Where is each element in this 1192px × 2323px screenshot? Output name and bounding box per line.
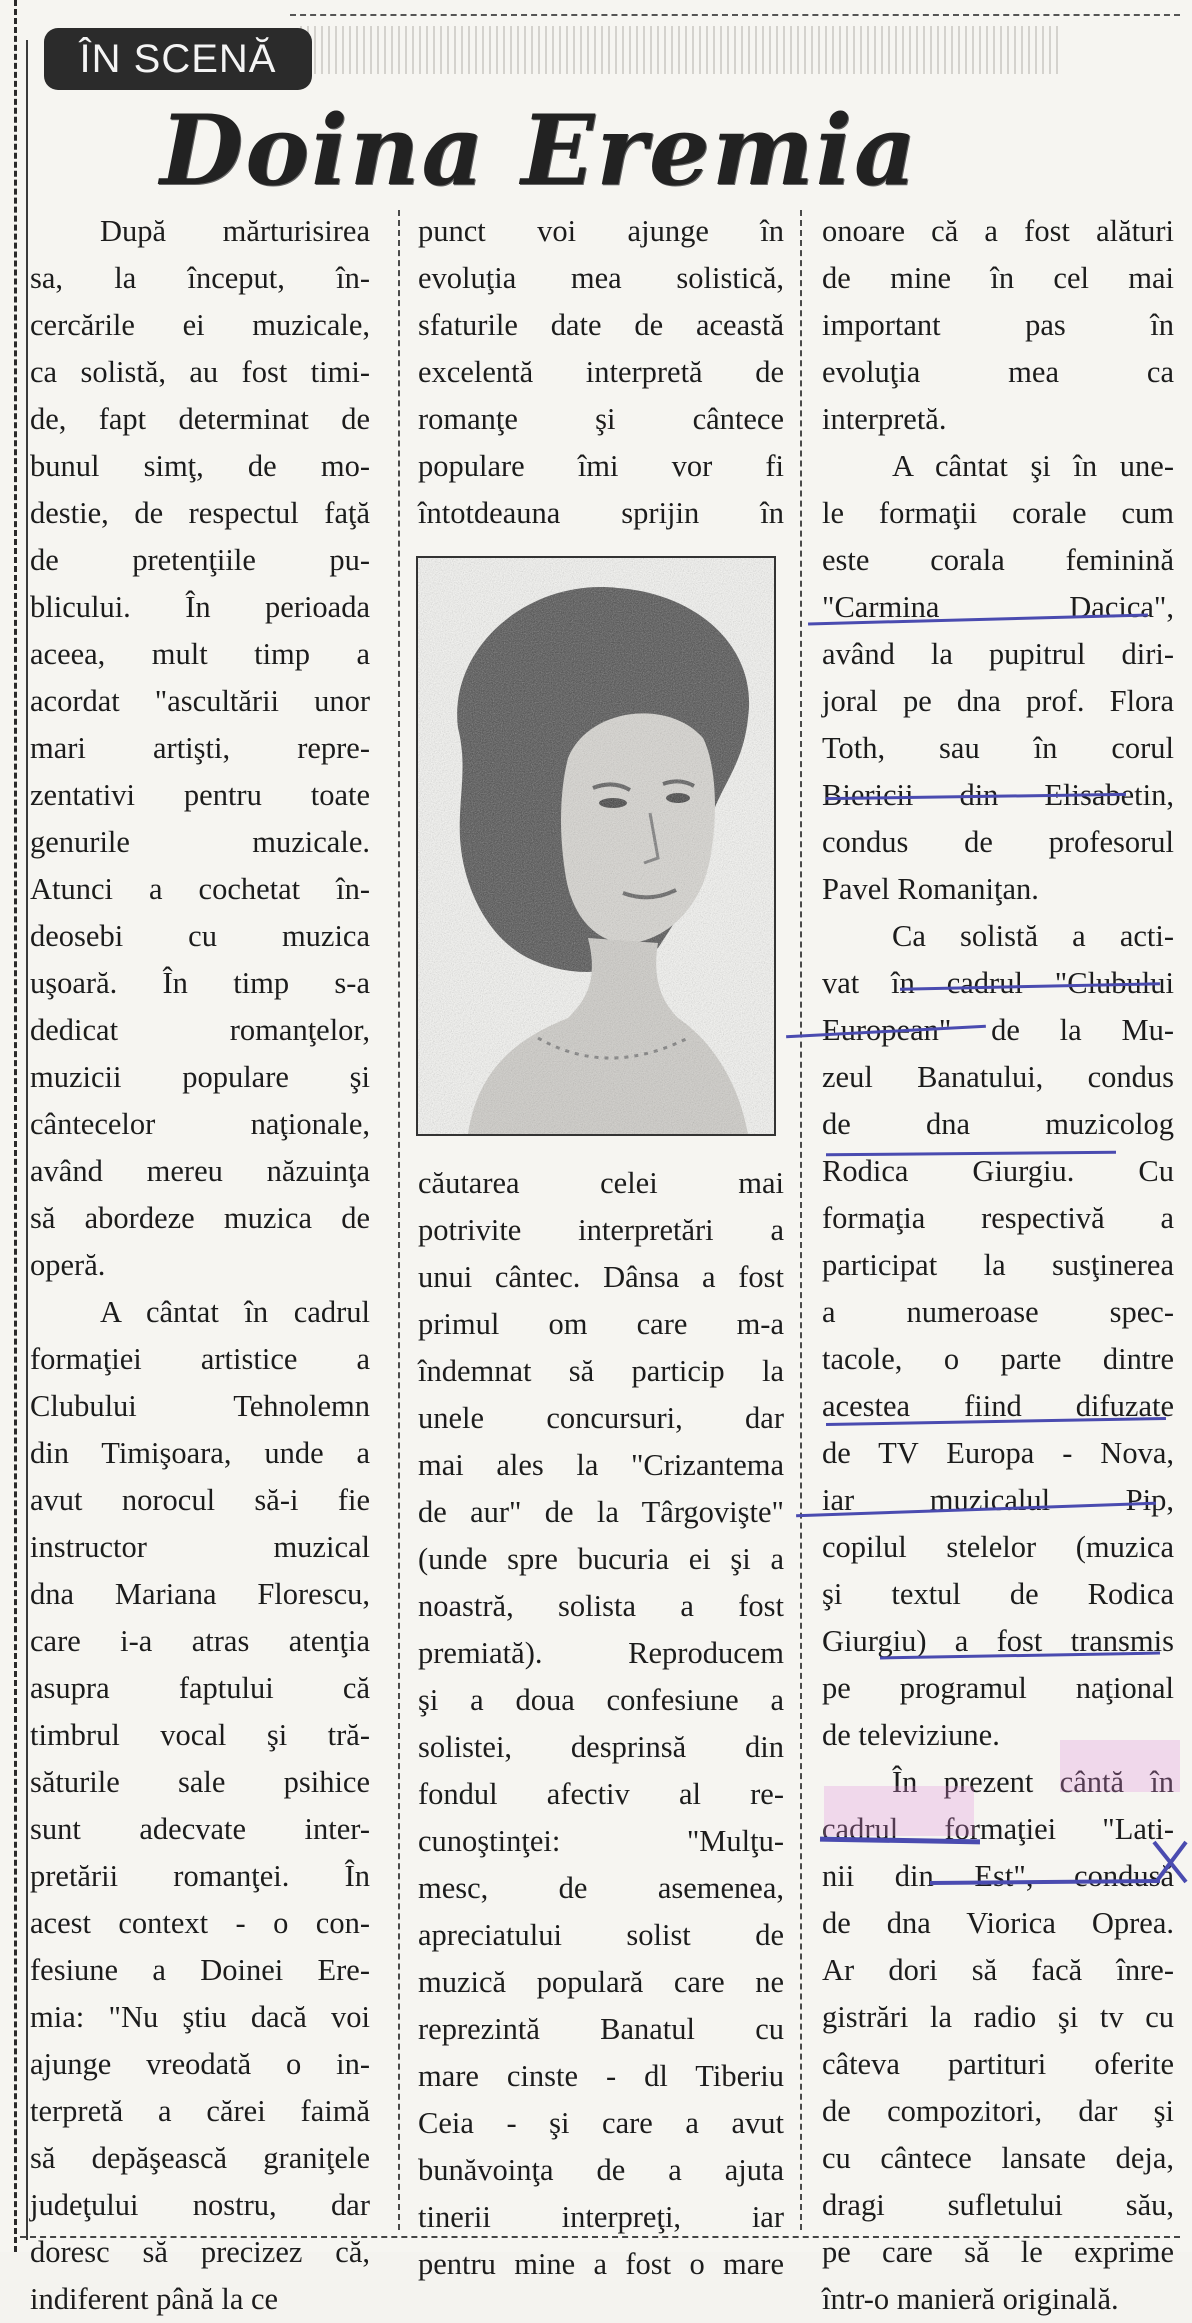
text-line: întotdeauna sprijin în xyxy=(418,496,784,530)
text-line: să depăşească graniţele xyxy=(30,2141,370,2175)
text-line: evoluţia mea solistică, xyxy=(418,261,784,295)
text-line: premiată). Reproducem xyxy=(418,1636,784,1670)
text-line: ca solistă, au fost timi- xyxy=(30,355,370,389)
text-line: îndemnat să particip la xyxy=(418,1354,784,1388)
text-line: destie, de respectul faţă xyxy=(30,496,370,530)
text-line: punct voi ajunge în xyxy=(418,214,784,248)
text-line: câteva partituri oferite xyxy=(822,2047,1174,2081)
cut-edge-top xyxy=(290,14,1180,16)
text-line: operă. xyxy=(30,1248,106,1282)
text-line: formaţia respectivă a xyxy=(822,1201,1174,1235)
text-line: Pavel Romaniţan. xyxy=(822,872,1039,906)
text-line: Biericii din Elisabetin, xyxy=(822,778,1174,812)
text-line: apreciatului solist de xyxy=(418,1918,784,1952)
portrait-photo xyxy=(416,556,776,1136)
text-line: de aur" de la Târgovişte" xyxy=(418,1495,784,1529)
text-line: mia: "Nu ştiu dacă voi xyxy=(30,2000,370,2034)
text-line: pentru mine a fost o mare xyxy=(418,2247,784,2281)
text-line: sunt adecvate inter- xyxy=(30,1812,370,1846)
text-line: interpretă. xyxy=(822,402,947,436)
text-line: joral pe dna prof. Flora xyxy=(822,684,1174,718)
text-line: de pretenţiile pu- xyxy=(30,543,370,577)
text-line: sfaturile date de această xyxy=(418,308,784,342)
text-line: acordat "ascultării unor xyxy=(30,684,370,718)
text-line: pe care să le exprime xyxy=(822,2235,1174,2269)
text-line: de mine în cel mai xyxy=(822,261,1174,295)
text-line: vat în cadrul "Clubului xyxy=(822,966,1174,1000)
text-line: mai ales la "Crizantema xyxy=(418,1448,784,1482)
text-line: a numeroase spec- xyxy=(822,1295,1174,1329)
text-line: cu cântece lansate deja, xyxy=(822,2141,1174,2175)
cut-edge-left xyxy=(14,0,17,2252)
text-line: de dna muzicolog xyxy=(822,1107,1174,1141)
text-line: copilul stelelor (muzica xyxy=(822,1530,1174,1564)
text-line: important pas în xyxy=(822,308,1174,342)
text-line: cunoştinţei: "Mulţu- xyxy=(418,1824,784,1858)
text-line: căutarea celei mai xyxy=(418,1166,784,1200)
text-line: cercările ei muzicale, xyxy=(30,308,370,342)
text-line: unui cântec. Dânsa a fost xyxy=(418,1260,784,1294)
text-line: Rodica Giurgiu. Cu xyxy=(822,1154,1174,1188)
text-line: bunăvoinţa de a ajuta xyxy=(418,2153,784,2187)
highlighter-mark xyxy=(1060,1740,1180,1792)
text-line: solistei, desprinsă din xyxy=(418,1730,784,1764)
text-line: pe programul naţional xyxy=(822,1671,1174,1705)
text-line: fondul afectiv al re- xyxy=(418,1777,784,1811)
text-line: cadrul formaţiei "Lati- xyxy=(822,1812,1174,1846)
text-line: având mereu năzuinţa xyxy=(30,1154,370,1188)
text-line: În prezent cântă în xyxy=(892,1765,1174,1799)
text-line: timbrul vocal şi tră- xyxy=(30,1718,370,1752)
text-line: tinerii interpreţi, iar xyxy=(418,2200,784,2234)
section-rubric: ÎN SCENĂ xyxy=(44,28,312,90)
text-line: zentativi pentru toate xyxy=(30,778,370,812)
text-line: romanţe şi cântece xyxy=(418,402,784,436)
text-line: acestea fiind difuzate xyxy=(822,1389,1174,1423)
text-line: din Timişoara, unde a xyxy=(30,1436,370,1470)
text-line: A cântat în cadrul xyxy=(100,1295,370,1329)
text-line: blicului. În perioada xyxy=(30,590,370,624)
text-line: "Carmina Dacica", xyxy=(822,590,1174,624)
text-line: A cântat şi în une- xyxy=(892,449,1174,483)
text-line: ajunge vreodată o in- xyxy=(30,2047,370,2081)
text-line: muzică populară care ne xyxy=(418,1965,784,1999)
text-line: de TV Europa - Nova, xyxy=(822,1436,1174,1470)
text-line: care i-a atras atenţia xyxy=(30,1624,370,1658)
text-line: nii din Est", condusă xyxy=(822,1859,1174,1893)
text-line: mesc, de asemenea, xyxy=(418,1871,784,1905)
article-column-2-bottom xyxy=(418,1160,784,2288)
text-line: zeul Banatului, condus xyxy=(822,1060,1174,1094)
text-line: participat la susţinerea xyxy=(822,1248,1174,1282)
portrait-photo-icon xyxy=(418,558,774,1134)
cross-mark-icon xyxy=(1150,1838,1190,1886)
column-separator xyxy=(398,210,400,2230)
text-line: Ca solistă a acti- xyxy=(892,919,1174,953)
text-line: dragi sufletului său, xyxy=(822,2188,1174,2222)
text-line: uşoară. În timp s-a xyxy=(30,966,370,1000)
text-line: Ceia - şi care a avut xyxy=(418,2106,784,2140)
text-line: bunul simţ, de mo- xyxy=(30,449,370,483)
text-line: gistrări la radio şi tv cu xyxy=(822,2000,1174,2034)
text-line: avut norocul să-i fie xyxy=(30,1483,370,1517)
text-line: deosebi cu muzica xyxy=(30,919,370,953)
text-line: European" de la Mu- xyxy=(822,1013,1174,1047)
text-line: de compozitori, dar şi xyxy=(822,2094,1174,2128)
text-line: Giurgiu) a fost transmis xyxy=(822,1624,1174,1658)
highlighter-mark xyxy=(824,1786,974,1836)
text-line: reprezintă Banatul cu xyxy=(418,2012,784,2046)
text-line: evoluţia mea ca xyxy=(822,355,1174,389)
text-line: de televiziune. xyxy=(822,1718,1000,1752)
text-line: doresc să precizez că, xyxy=(30,2235,370,2269)
text-line: indiferent până la ce xyxy=(30,2282,279,2316)
text-line: de, fapt determinat de xyxy=(30,402,370,436)
text-line: mari artişti, repre- xyxy=(30,731,370,765)
text-line: genurile muzicale. xyxy=(30,825,370,859)
text-line: sa, la început, în- xyxy=(30,261,370,295)
text-line: noastră, solista a fost xyxy=(418,1589,784,1623)
text-line: cântecelor naţionale, xyxy=(30,1107,370,1141)
text-line: terpretă a cărei faimă xyxy=(30,2094,370,2128)
text-line: şi a doua confesiune a xyxy=(418,1683,784,1717)
text-line: fesiune a Doinei Ere- xyxy=(30,1953,370,1987)
text-line: Toth, sau în corul xyxy=(822,731,1174,765)
text-line: formaţiei artistice a xyxy=(30,1342,370,1376)
text-line: asupra faptului că xyxy=(30,1671,370,1705)
text-line: mare cinste - dl Tiberiu xyxy=(418,2059,784,2093)
article-column-1 xyxy=(30,208,370,2323)
text-line: aceea, mult timp a xyxy=(30,637,370,671)
text-line: primul om care m-a xyxy=(418,1307,784,1341)
text-line: condus de profesorul xyxy=(822,825,1174,859)
text-line: acest context - o con- xyxy=(30,1906,370,1940)
article-headline: Doina Eremia xyxy=(160,94,919,207)
text-line: judeţului nostru, dar xyxy=(30,2188,370,2222)
text-line: de dna Viorica Oprea. xyxy=(822,1906,1174,1940)
text-line: pretării romanţei. În xyxy=(30,1859,370,1893)
text-line: excelentă interpretă de xyxy=(418,355,784,389)
text-line: unele concursuri, dar xyxy=(418,1401,784,1435)
text-line: să abordeze muzica de xyxy=(30,1201,370,1235)
text-line: După mărturisirea xyxy=(100,214,370,248)
text-line: tacole, o parte dintre xyxy=(822,1342,1174,1376)
text-line: dedicat romanţelor, xyxy=(30,1013,370,1047)
text-line: iar muzicalul Pip, xyxy=(822,1483,1174,1517)
article-column-2-top xyxy=(418,208,784,537)
text-line: Ar dori să facă înre- xyxy=(822,1953,1174,1987)
column-separator xyxy=(800,210,802,2230)
text-line: săturile sale psihice xyxy=(30,1765,370,1799)
text-line: Clubului Tehnolemn xyxy=(30,1389,370,1423)
text-line: dna Mariana Florescu, xyxy=(30,1577,370,1611)
text-line: într-o manieră originală. xyxy=(822,2282,1119,2316)
column-rule-left xyxy=(26,40,28,2240)
text-line: şi textul de Rodica xyxy=(822,1577,1174,1611)
text-line: le formaţii corale cum xyxy=(822,496,1174,530)
article-column-3 xyxy=(822,208,1174,2323)
text-line: muzicii populare şi xyxy=(30,1060,370,1094)
text-line: instructor muzical xyxy=(30,1530,370,1564)
text-line: (unde spre bucuria ei şi a xyxy=(418,1542,784,1576)
text-line: Atunci a cochetat în- xyxy=(30,872,370,906)
print-bleed-top xyxy=(300,26,1060,74)
text-line: populare îmi vor fi xyxy=(418,449,784,483)
text-line: având la pupitrul diri- xyxy=(822,637,1174,671)
text-line: potrivite interpretări a xyxy=(418,1213,784,1247)
text-line: este corala feminină xyxy=(822,543,1174,577)
text-line: onoare că a fost alături xyxy=(822,214,1174,248)
